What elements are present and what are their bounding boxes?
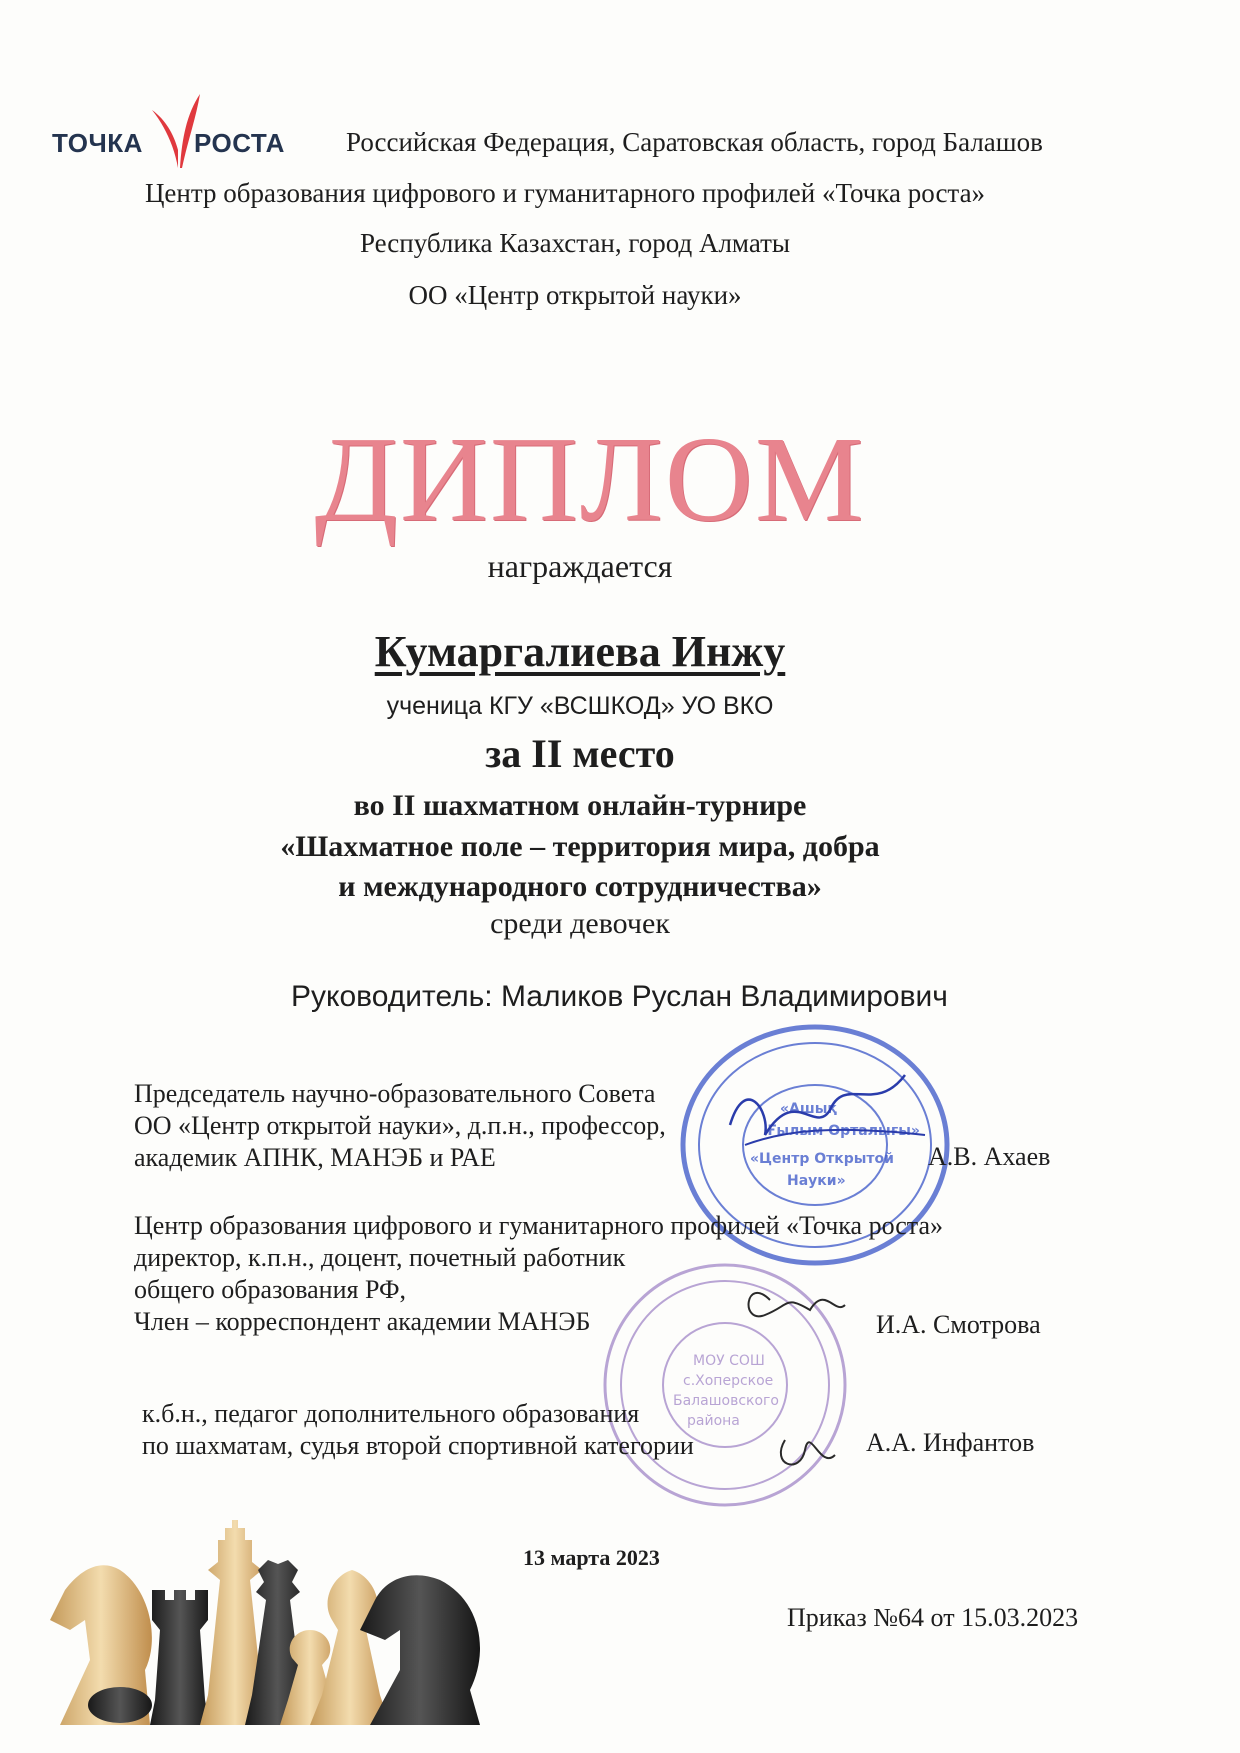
signer-2-line: Центр образования цифрового и гуманитарного профилей «Точка роста» [134, 1211, 943, 1240]
event-line-3: и международного сотрудничества» [338, 870, 822, 903]
awarded-text: награждается [487, 548, 673, 584]
svg-text:Науки»: Науки» [787, 1173, 846, 1189]
student-info: ученица КГУ «ВСШКОД» УО ВКО [386, 692, 774, 720]
logo-left-text: ТОЧКА [52, 128, 143, 158]
svg-text:«Центр Открытой: «Центр Открытой [750, 1151, 894, 1167]
header-line-3: Республика Казахстан, город Алматы [359, 228, 791, 258]
signer-3-line: по шахматам, судья второй спортивной категории [142, 1431, 694, 1460]
svg-text:МОУ СОШ: МОУ СОШ [693, 1353, 765, 1369]
leader-text: Руководитель: Маликов Руслан Владимирович [291, 980, 948, 1013]
event-line-1: во II шахматном онлайн-турнире [353, 789, 807, 822]
signer-1-line: академик АПНК, МАНЭБ и РАЕ [134, 1143, 496, 1172]
issue-date: 13 марта 2023 [523, 1545, 660, 1570]
svg-text:«Ашық: «Ашық [780, 1101, 837, 1117]
diploma-title: ДИПЛОМ [314, 412, 866, 547]
signer-2-name: И.А. Смотрова [876, 1310, 1041, 1339]
svg-text:района: района [687, 1413, 740, 1429]
signer-3-title [142, 1398, 694, 1462]
signer-1-title [134, 1078, 666, 1174]
logo-right-text: РОСТА [194, 128, 285, 158]
chess-pieces-illustration [40, 1470, 510, 1735]
recipient-name: Кумаргалиева Инжу [374, 627, 786, 676]
header-line-4: ОО «Центр открытой науки» [408, 280, 742, 310]
header-line-2: Центр образования цифрового и гуманитарного профилей «Точка роста» [144, 178, 986, 208]
signer-3-name: А.А. Инфантов [866, 1428, 1035, 1457]
svg-text:с.Хоперское: с.Хоперское [683, 1373, 774, 1389]
signer-1-line: Председатель научно-образовательного Совета [134, 1079, 656, 1108]
tochka-rosta-logo [52, 90, 342, 180]
signer-1-name: А.В. Ахаев [928, 1142, 1051, 1171]
order-reference: Приказ №64 от 15.03.2023 [787, 1603, 1079, 1632]
category-text: среди девочек [490, 907, 670, 940]
header-line-1: Российская Федерация, Саратовская область, город Балашов [346, 127, 1043, 157]
signer-2-line: Член – корреспондент академии МАНЭБ [134, 1307, 591, 1336]
signer-2-line: директор, к.п.н., доцент, почетный работник [134, 1243, 626, 1272]
place-text: за II место [485, 731, 675, 776]
signer-2-title [134, 1210, 943, 1338]
signer-3-line: к.б.н., педагог дополнительного образования [142, 1399, 640, 1428]
signer-2-line: общего образования РФ, [134, 1275, 407, 1304]
signer-1-line: ОО «Центр открытой науки», д.п.н., профессор, [134, 1111, 666, 1140]
event-line-2: «Шахматное поле – территория мира, добра [280, 830, 880, 863]
svg-text:Ғылым Орталығы»: Ғылым Орталығы» [767, 1123, 920, 1139]
svg-text:Балашовского: Балашовского [673, 1393, 779, 1409]
